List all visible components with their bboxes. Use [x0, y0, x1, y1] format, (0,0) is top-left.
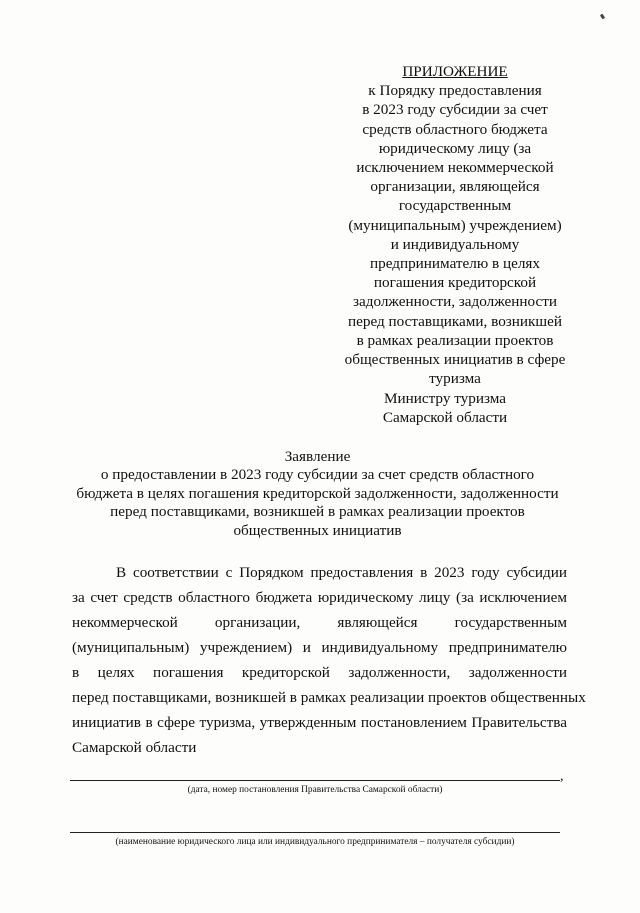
resolution-comma: , — [560, 769, 564, 784]
body-line: некоммерческой организации, являющейся государственным — [72, 614, 567, 631]
resolution-caption: (дата, номер постановления Правительства Самарской области) — [187, 785, 443, 795]
appendix-line: организации, являющейся — [370, 178, 540, 196]
statement-subtitle-line: перед поставщиками, возникшей в рамках реализации проектов — [110, 503, 525, 521]
appendix-line: туризма — [429, 370, 481, 388]
appendix-line: государственным — [398, 197, 512, 215]
body-line: инициатив в сфере туризма, утвержденным постановлением Правительства — [72, 714, 567, 731]
addressee-line: Самарской области — [382, 409, 508, 426]
statement-title — [70, 448, 565, 540]
appendix-line: исключением некоммерческой — [356, 159, 554, 177]
body-line: за счет средств областного бюджета юридическому лицу (за исключением — [72, 589, 567, 606]
appendix-line: средств областного бюджета — [362, 120, 548, 138]
appendix-line: в рамках реализации проектов — [356, 331, 554, 349]
appendix-line: задолженности, задолженности — [352, 293, 557, 311]
body-line: Самарской области — [72, 739, 197, 756]
body-line: В соответствии с Порядком предоставления в 2023 году субсидии — [116, 564, 567, 581]
appendix-line: (муниципальным) учреждением) — [348, 216, 562, 234]
appendix-line: юридическому лицу (за — [378, 139, 532, 157]
applicant-fill-line[interactable] — [70, 832, 560, 833]
appendix-line: общественных инициатив в сфере — [344, 351, 566, 369]
addressee-line: Министру туризма — [383, 390, 507, 407]
appendix-line: к Порядку предоставления — [368, 82, 542, 100]
body-line: в целях погашения кредиторской задолженности, задолженности — [72, 664, 567, 681]
appendix-header — [325, 62, 585, 388]
body-paragraph — [72, 560, 586, 760]
addressee-block — [345, 389, 545, 427]
statement-heading: Заявление — [284, 448, 351, 465]
statement-subtitle-line: бюджета в целях погашения кредиторской задолженности, задолженности — [76, 484, 559, 502]
resolution-fill-line[interactable] — [70, 780, 560, 781]
statement-subtitle-line: о предоставлении в 2023 году субсидии за счет средств областного — [100, 466, 535, 484]
applicant-caption: (наименование юридического лица или индивидуального предпринимателя – получателя субсидии) — [115, 837, 515, 847]
appendix-line: и индивидуальному — [390, 235, 520, 253]
appendix-line: в 2023 году субсидии за счет — [362, 101, 548, 119]
scan-speck — [600, 14, 605, 20]
statement-subtitle-line: общественных инициатив — [233, 521, 402, 539]
body-line: (муниципальным) учреждением) и индивидуальному предпринимателю — [72, 639, 567, 656]
appendix-title: ПРИЛОЖЕНИЕ — [402, 63, 508, 80]
body-line: перед поставщиками, возникшей в рамках реализации проектов общественных — [72, 689, 586, 706]
appendix-line: перед поставщиками, возникшей — [347, 312, 562, 330]
appendix-line: погашения кредиторской — [373, 274, 537, 292]
appendix-line: предпринимателю в целях — [369, 255, 541, 273]
